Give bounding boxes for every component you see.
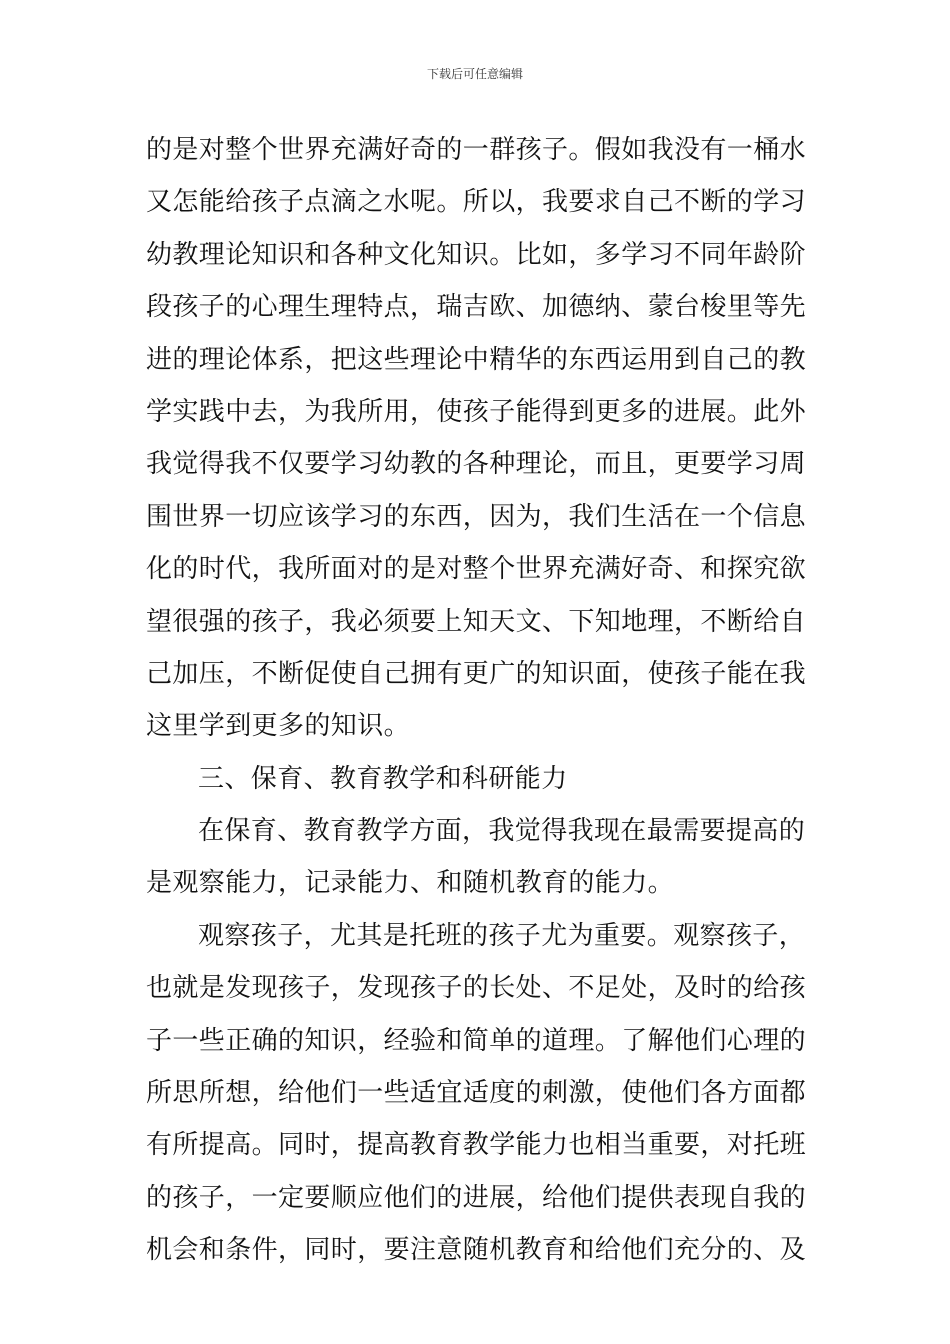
document-body bbox=[146, 124, 806, 1277]
paragraph-line: 子一些正确的知识，经验和简单的道理。了解他们心理的 bbox=[146, 1025, 807, 1056]
paragraph-line: 也就是发现孩子，发现孩子的长处、不足处，及时的给孩 bbox=[146, 973, 807, 1004]
paragraph-line: 幼教理论知识和各种文化知识。比如，多学习不同年龄阶 bbox=[146, 239, 807, 270]
paragraph-line: 的孩子，一定要顺应他们的进展，给他们提供表现自我的 bbox=[146, 1182, 807, 1213]
paragraph-line: 这里学到更多的知识。 bbox=[146, 711, 411, 742]
paragraph-line: 己加压，不断促使自己拥有更广的知识面，使孩子能在我 bbox=[146, 658, 807, 689]
paragraph-line: 化的时代，我所面对的是对整个世界充满好奇、和探究欲 bbox=[146, 554, 807, 585]
paragraph-line: 望很强的孩子，我必须要上知天文、下知地理，不断给自 bbox=[146, 606, 807, 637]
paragraph-line: 有所提高。同时，提高教育教学能力也相当重要，对托班 bbox=[146, 1130, 807, 1161]
paragraph-line: 在保育、教育教学方面，我觉得我现在最需要提高的 bbox=[198, 816, 806, 847]
paragraph-line: 围世界一切应该学习的东西，因为，我们生活在一个信息 bbox=[146, 501, 807, 532]
paragraph-line: 机会和条件，同时，要注意随机教育和给他们充分的、及 bbox=[146, 1235, 807, 1266]
paragraph-line: 我觉得我不仅要学习幼教的各种理论，而且，更要学习周 bbox=[146, 449, 807, 480]
paragraph-line: 又怎能给孩子点滴之水呢。所以，我要求自己不断的学习 bbox=[146, 187, 807, 218]
paragraph-line: 学实践中去，为我所用，使孩子能得到更多的进展。此外 bbox=[146, 396, 807, 427]
paragraph-line: 的是对整个世界充满好奇的一群孩子。假如我没有一桶水 bbox=[146, 135, 807, 165]
paragraph-line: 观察孩子，尤其是托班的孩子尤为重要。观察孩子， bbox=[198, 920, 806, 951]
paragraph-line: 进的理论体系，把这些理论中精华的东西运用到自己的教 bbox=[146, 344, 807, 375]
section-heading: 三、保育、教育教学和科研能力 bbox=[198, 763, 568, 794]
page-header: 下载后可任意编辑 bbox=[426, 67, 523, 81]
paragraph-line: 段孩子的心理生理特点，瑞吉欧、加德纳、蒙台梭里等先 bbox=[146, 292, 807, 323]
paragraph-line: 所思所想，给他们一些适宜适度的刺激，使他们各方面都 bbox=[146, 1078, 807, 1109]
paragraph-line: 是观察能力，记录能力、和随机教育的能力。 bbox=[146, 868, 675, 899]
